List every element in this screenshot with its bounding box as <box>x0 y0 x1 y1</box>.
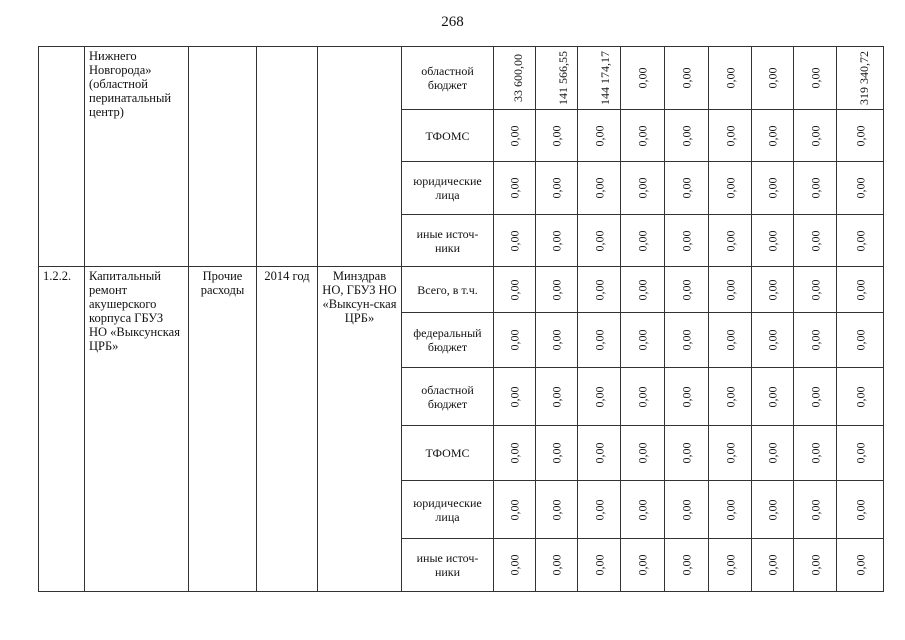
value-text: 0,00 <box>507 329 522 351</box>
value-text: 0,00 <box>765 442 780 464</box>
value-cell <box>578 368 621 426</box>
budget-table <box>38 46 884 592</box>
value-cell <box>837 47 884 110</box>
value-text: 0,00 <box>679 125 694 146</box>
value-cell <box>752 47 794 110</box>
value-cell <box>794 47 837 110</box>
value-text: 0,00 <box>549 442 564 464</box>
value-cell <box>536 539 578 592</box>
row-number-cell <box>39 47 85 267</box>
value-cell <box>578 539 621 592</box>
value-cell <box>837 313 884 368</box>
value-text: 0,00 <box>635 554 650 576</box>
value-cell <box>665 313 709 368</box>
value-cell <box>709 110 752 162</box>
value-cell <box>709 162 752 215</box>
value-cell <box>837 110 884 162</box>
value-cell <box>665 215 709 267</box>
value-cell <box>752 162 794 215</box>
value-cell <box>709 267 752 313</box>
value-text: 144 174,17 <box>598 51 612 105</box>
value-cell <box>665 539 709 592</box>
value-text: 0,00 <box>679 67 694 89</box>
value-cell <box>536 162 578 215</box>
value-text: 0,00 <box>765 67 780 89</box>
value-text: 0,00 <box>592 125 606 146</box>
value-text: 0,00 <box>853 499 867 520</box>
value-cell <box>621 215 665 267</box>
value-text: 0,00 <box>765 554 780 576</box>
responsible-cell <box>318 47 402 267</box>
value-cell <box>494 539 536 592</box>
value-text: 0,00 <box>679 329 694 351</box>
funding-source-cell: иные источ-ники <box>402 215 494 267</box>
value-text: 0,00 <box>592 329 606 351</box>
value-text: 0,00 <box>723 230 737 251</box>
value-text: 0,00 <box>635 177 650 199</box>
funding-source-cell: ТФОМС <box>402 426 494 481</box>
value-cell <box>837 162 884 215</box>
value-cell <box>578 481 621 539</box>
value-text: 0,00 <box>723 279 737 300</box>
value-cell <box>709 426 752 481</box>
value-text: 0,00 <box>679 442 694 464</box>
value-text: 0,00 <box>549 279 564 300</box>
value-text: 0,00 <box>853 329 867 351</box>
value-text: 0,00 <box>635 67 650 89</box>
value-cell <box>752 110 794 162</box>
value-cell <box>837 539 884 592</box>
value-cell <box>621 267 665 313</box>
value-text: 0,00 <box>507 499 522 520</box>
value-cell <box>536 110 578 162</box>
value-cell <box>794 313 837 368</box>
value-cell <box>494 426 536 481</box>
item-name-cell: Капитальный ремонт акушерского корпуса ГБУЗ НО «Выксунская ЦРБ» <box>85 267 189 592</box>
value-text: 0,00 <box>679 279 694 300</box>
value-cell <box>794 426 837 481</box>
value-text: 0,00 <box>765 177 780 199</box>
funding-source-cell: Всего, в т.ч. <box>402 267 494 313</box>
value-text: 0,00 <box>723 386 737 407</box>
value-text: 0,00 <box>592 499 606 520</box>
value-cell <box>578 215 621 267</box>
value-text: 0,00 <box>592 554 606 576</box>
value-text: 0,00 <box>765 499 780 520</box>
value-cell <box>794 162 837 215</box>
value-cell <box>665 267 709 313</box>
value-text: 0,00 <box>549 554 564 576</box>
value-text: 0,00 <box>765 125 780 146</box>
value-cell <box>752 481 794 539</box>
value-text: 141 566,55 <box>556 51 570 105</box>
funding-source-cell: юридические лица <box>402 162 494 215</box>
funding-source-cell: областной бюджет <box>402 368 494 426</box>
value-cell <box>665 481 709 539</box>
value-cell <box>621 47 665 110</box>
expense-type-cell: Прочие расходы <box>189 267 257 592</box>
value-text: 0,00 <box>808 442 822 464</box>
value-text: 0,00 <box>808 279 822 300</box>
value-cell <box>752 368 794 426</box>
value-text: 0,00 <box>679 386 694 407</box>
value-text: 0,00 <box>765 329 780 351</box>
value-text: 0,00 <box>592 177 606 199</box>
value-cell <box>578 47 621 110</box>
value-cell <box>621 481 665 539</box>
funding-source-cell: ТФОМС <box>402 110 494 162</box>
value-cell <box>837 215 884 267</box>
value-text: 0,00 <box>549 125 564 146</box>
value-cell <box>621 162 665 215</box>
value-text: 0,00 <box>549 499 564 520</box>
value-cell <box>621 539 665 592</box>
value-text: 0,00 <box>808 230 822 251</box>
value-text: 319 340,72 <box>857 51 871 105</box>
value-cell <box>752 539 794 592</box>
value-cell <box>752 426 794 481</box>
value-text: 0,00 <box>549 329 564 351</box>
value-text: 0,00 <box>853 279 867 300</box>
value-cell <box>665 162 709 215</box>
value-cell <box>665 368 709 426</box>
value-text: 0,00 <box>723 442 737 464</box>
value-text: 0,00 <box>765 279 780 300</box>
value-cell <box>494 215 536 267</box>
value-text: 0,00 <box>723 177 737 199</box>
value-cell <box>621 368 665 426</box>
value-cell <box>494 267 536 313</box>
value-cell <box>752 313 794 368</box>
value-text: 0,00 <box>723 329 737 351</box>
value-text: 0,00 <box>635 386 650 407</box>
value-cell <box>536 368 578 426</box>
value-text: 0,00 <box>808 554 822 576</box>
value-text: 0,00 <box>592 442 606 464</box>
value-text: 0,00 <box>507 554 522 576</box>
value-cell <box>621 110 665 162</box>
responsible-cell: Минздрав НО, ГБУЗ НО «Выксун-ская ЦРБ» <box>318 267 402 592</box>
value-text: 0,00 <box>592 230 606 251</box>
value-cell <box>621 426 665 481</box>
value-cell <box>494 368 536 426</box>
value-text: 0,00 <box>635 499 650 520</box>
value-text: 0,00 <box>507 177 522 199</box>
value-text: 0,00 <box>808 386 822 407</box>
value-text: 0,00 <box>507 279 522 300</box>
value-cell <box>494 162 536 215</box>
value-cell <box>536 267 578 313</box>
value-text: 0,00 <box>723 125 737 146</box>
value-text: 0,00 <box>723 67 737 89</box>
value-cell <box>794 267 837 313</box>
value-text: 0,00 <box>635 230 650 251</box>
value-cell <box>709 481 752 539</box>
value-text: 0,00 <box>853 442 867 464</box>
value-cell <box>536 47 578 110</box>
value-cell <box>794 481 837 539</box>
value-cell <box>709 368 752 426</box>
value-text: 0,00 <box>808 329 822 351</box>
value-cell <box>665 110 709 162</box>
funding-source-cell: иные источ-ники <box>402 539 494 592</box>
table-row <box>39 47 884 110</box>
year-cell: 2014 год <box>257 267 318 592</box>
value-text: 0,00 <box>765 230 780 251</box>
value-text: 0,00 <box>679 230 694 251</box>
value-text: 0,00 <box>549 230 564 251</box>
value-cell <box>536 426 578 481</box>
value-cell <box>794 110 837 162</box>
value-text: 0,00 <box>635 279 650 300</box>
value-text: 0,00 <box>808 67 822 89</box>
value-cell <box>794 215 837 267</box>
row-number-cell: 1.2.2. <box>39 267 85 592</box>
value-cell <box>709 313 752 368</box>
value-cell <box>494 110 536 162</box>
value-text: 0,00 <box>808 499 822 520</box>
value-cell <box>536 215 578 267</box>
value-text: 0,00 <box>765 386 780 407</box>
value-text: 0,00 <box>507 230 522 251</box>
value-text: 0,00 <box>723 554 737 576</box>
value-text: 0,00 <box>507 386 522 407</box>
value-text: 0,00 <box>635 125 650 146</box>
value-cell <box>665 47 709 110</box>
value-text: 0,00 <box>549 386 564 407</box>
value-text: 0,00 <box>592 386 606 407</box>
value-cell <box>752 215 794 267</box>
value-cell <box>709 47 752 110</box>
value-cell <box>494 481 536 539</box>
value-cell <box>794 368 837 426</box>
value-cell <box>709 539 752 592</box>
funding-source-cell: федеральный бюджет <box>402 313 494 368</box>
value-text: 0,00 <box>507 442 522 464</box>
year-cell <box>257 47 318 267</box>
value-text: 0,00 <box>679 499 694 520</box>
value-cell <box>578 313 621 368</box>
value-text: 0,00 <box>853 177 867 199</box>
value-text: 0,00 <box>853 554 867 576</box>
value-text: 0,00 <box>635 329 650 351</box>
value-text: 0,00 <box>853 386 867 407</box>
value-text: 0,00 <box>808 177 822 199</box>
value-cell <box>837 368 884 426</box>
value-text: 0,00 <box>679 554 694 576</box>
value-cell <box>578 426 621 481</box>
value-cell <box>709 215 752 267</box>
value-text: 0,00 <box>679 177 694 199</box>
value-text: 0,00 <box>853 230 867 251</box>
value-cell <box>621 313 665 368</box>
page-number: 268 <box>441 14 464 30</box>
value-cell <box>536 481 578 539</box>
value-cell <box>494 313 536 368</box>
value-cell <box>794 539 837 592</box>
value-text: 0,00 <box>808 125 822 146</box>
value-cell <box>837 267 884 313</box>
expense-type-cell <box>189 47 257 267</box>
value-cell <box>837 481 884 539</box>
value-cell <box>752 267 794 313</box>
value-cell <box>536 313 578 368</box>
value-cell <box>494 47 536 110</box>
value-text: 0,00 <box>853 125 867 146</box>
item-name-cell: Нижнего Новгорода» (областной перинатальный центр) <box>85 47 189 267</box>
value-cell <box>837 426 884 481</box>
value-cell <box>578 267 621 313</box>
funding-source-cell: областной бюджет <box>402 47 494 110</box>
table-row <box>39 267 884 313</box>
value-text: 0,00 <box>549 177 564 199</box>
value-text: 0,00 <box>635 442 650 464</box>
value-text: 33 600,00 <box>511 54 525 102</box>
value-text: 0,00 <box>592 279 606 300</box>
value-text: 0,00 <box>507 125 522 146</box>
value-text: 0,00 <box>723 499 737 520</box>
value-cell <box>578 162 621 215</box>
funding-source-cell: юридические лица <box>402 481 494 539</box>
value-cell <box>578 110 621 162</box>
value-cell <box>665 426 709 481</box>
